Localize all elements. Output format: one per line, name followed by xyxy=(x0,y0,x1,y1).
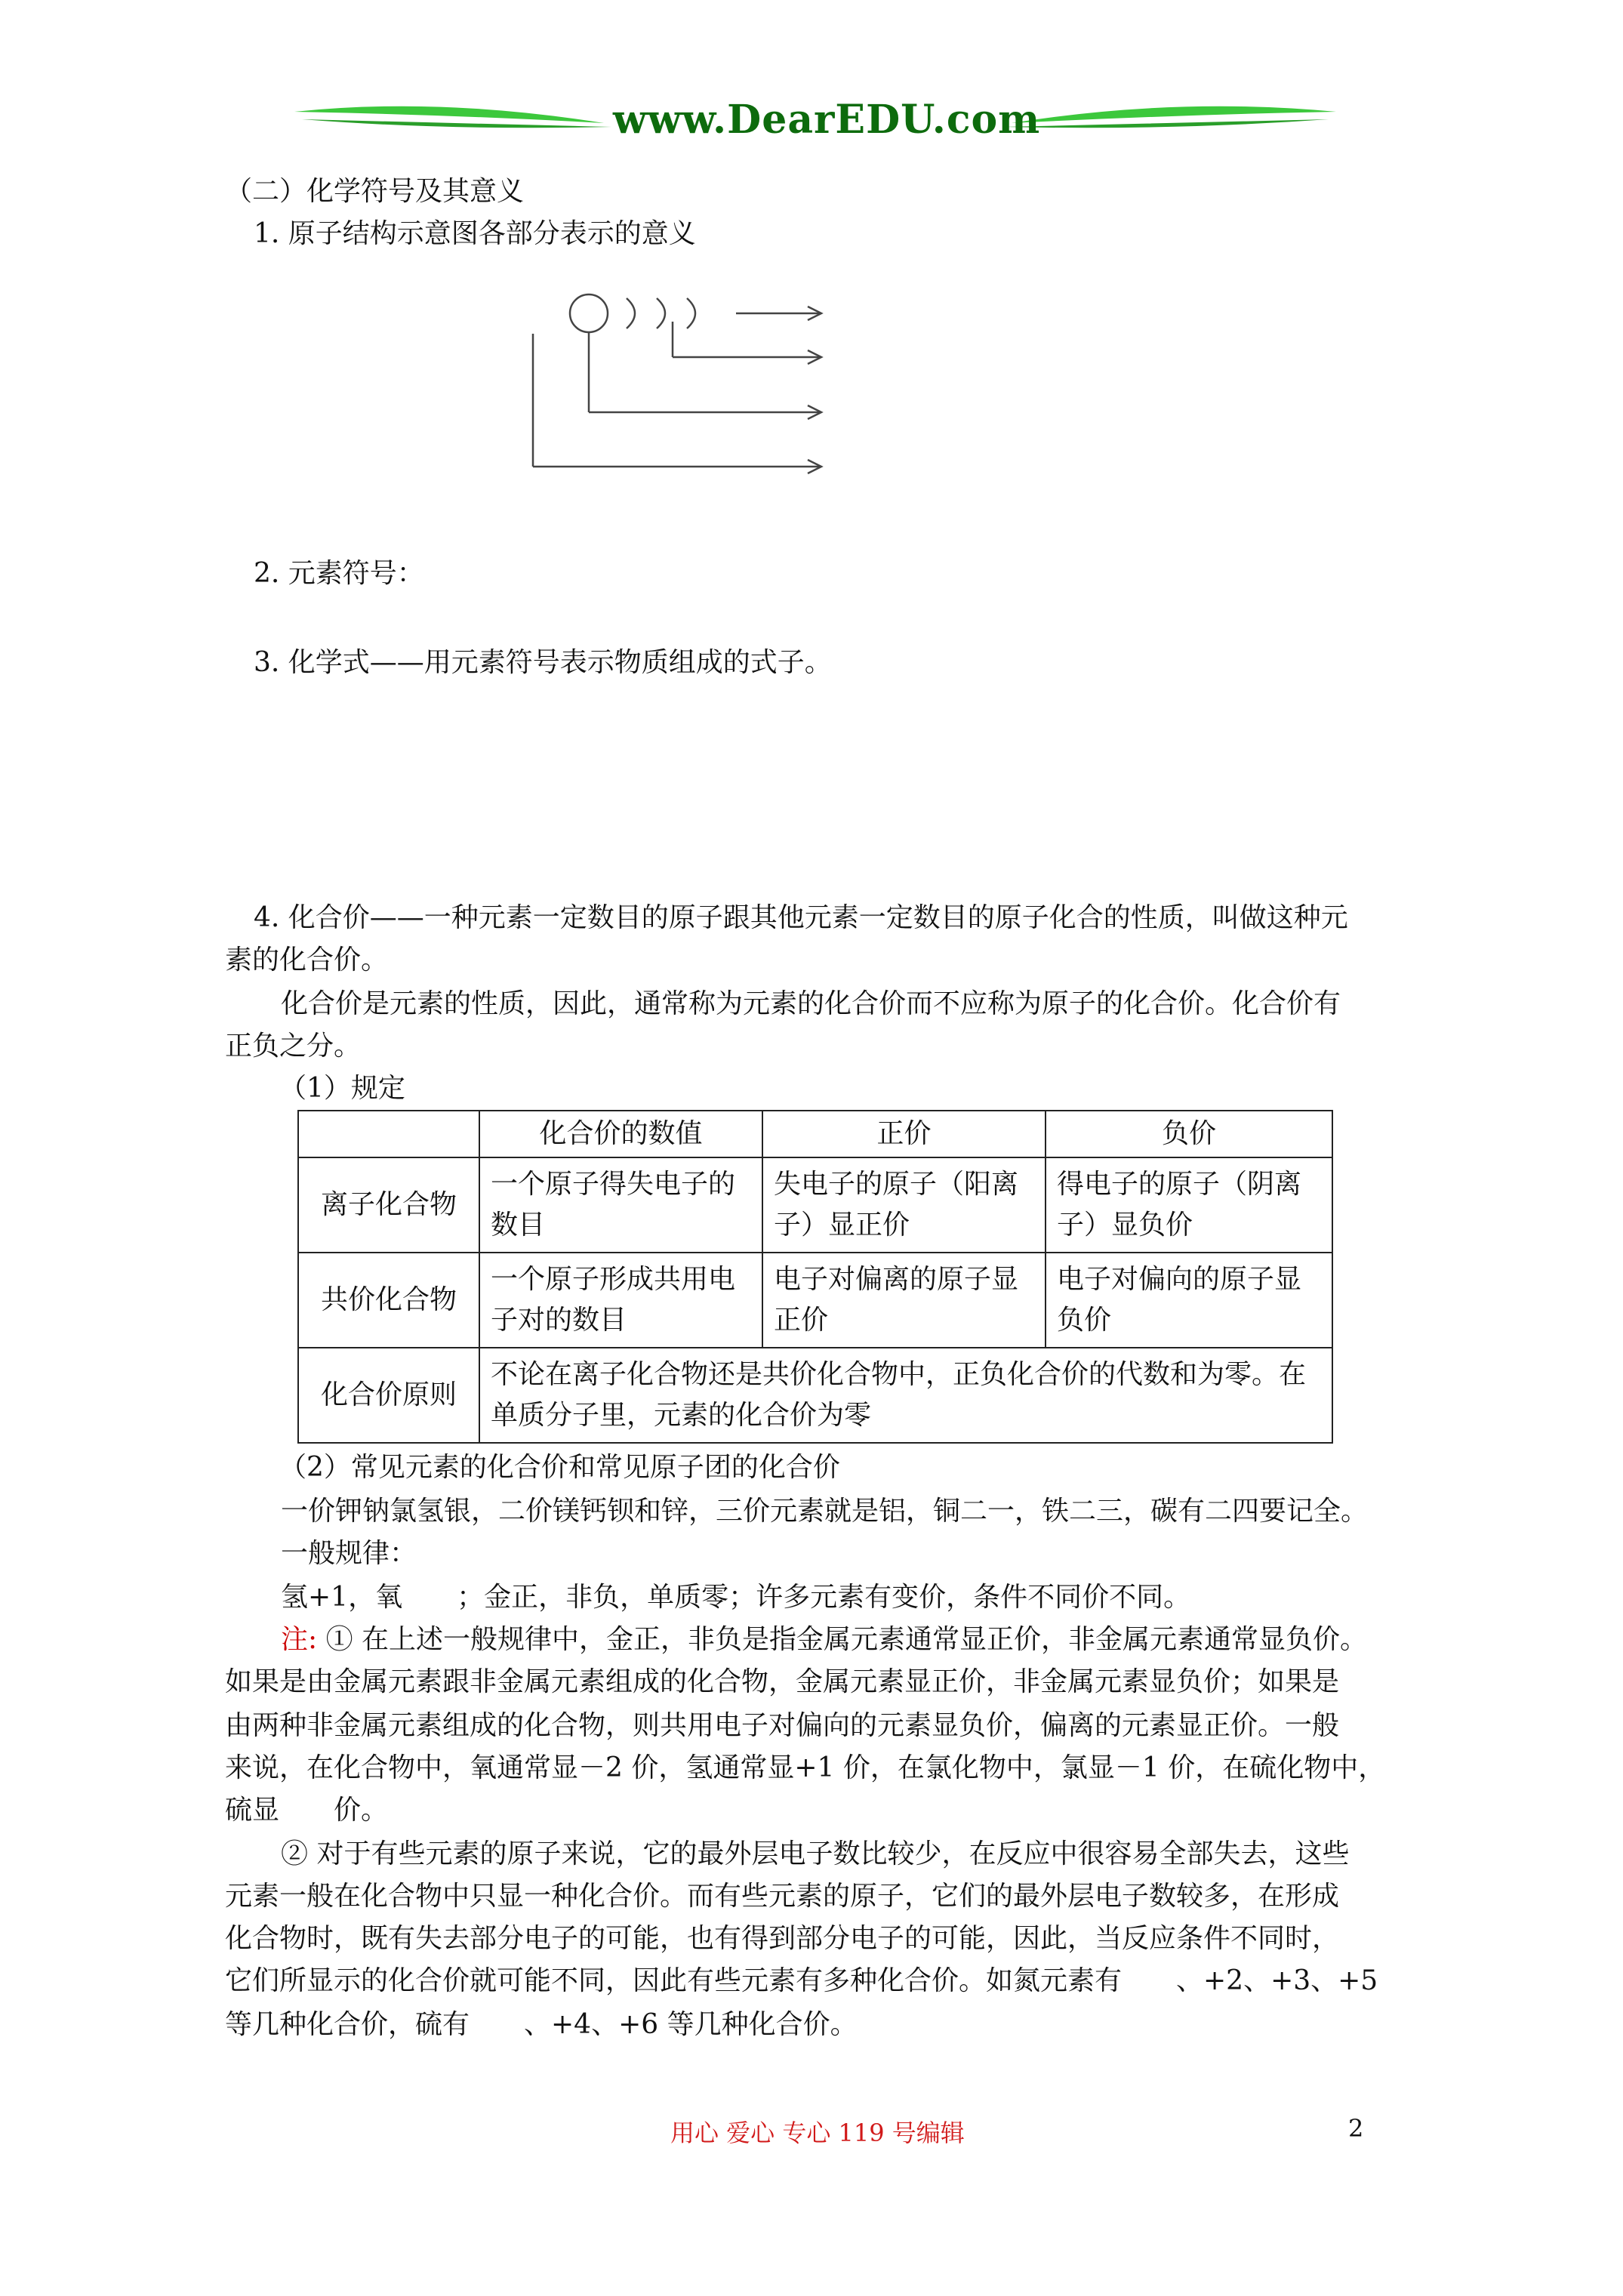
note-1-line-1: ① 在上述一般规律中，金正，非负是指金属元素通常显正价，非金属元素通常显负价。 xyxy=(325,1624,1368,1655)
valence-rules-table xyxy=(297,1110,1333,1444)
note-2-line-4: 它们所显示的化合价就可能不同，因此有些元素有多种化合价。如氮元素有 、+2、+3、+5 xyxy=(225,1965,1378,1996)
electron-shell-1 xyxy=(627,298,635,328)
table-header-row xyxy=(298,1111,1332,1157)
note-1-line-4: 来说，在化合物中，氧通常显－2 价，氢通常显+1 价，在氯化物中，氯显－1 价，在硫化物中， xyxy=(225,1752,1386,1783)
table-cell: 得电子的原子（阴离子）显负价 xyxy=(1046,1157,1332,1253)
general-rule-label: 一般规律： xyxy=(281,1538,417,1569)
section-title: （二）化学符号及其意义 xyxy=(225,176,525,207)
table-header-cell xyxy=(298,1111,479,1157)
table-header-cell: 正价 xyxy=(762,1111,1046,1157)
nucleus-circle xyxy=(570,294,608,332)
table-cell: 电子对偏离的原子显正价 xyxy=(762,1253,1046,1348)
paragraph-a-line-2: 正负之分。 xyxy=(225,1031,362,1062)
item-2: 2. 元素符号： xyxy=(254,558,424,589)
mnemonic: 一价钾钠氯氢银，二价镁钙钡和锌，三价元素就是铝，铜二一，铁二三，碳有二四要记全。 xyxy=(281,1496,1369,1527)
item-4-line-2: 素的化合价。 xyxy=(225,945,389,975)
subsection-2: （2）常见元素的化合价和常见原子团的化合价 xyxy=(279,1452,840,1483)
note-1-line-2: 如果是由金属元素跟非金属元素组成的化合物，金属元素显正价，非金属元素显负价；如果是 xyxy=(225,1666,1340,1697)
table-row xyxy=(298,1157,1332,1253)
table-row xyxy=(298,1253,1332,1348)
row-label: 共价化合物 xyxy=(298,1253,479,1348)
table-cell: 电子对偏向的原子显负价 xyxy=(1046,1253,1332,1348)
note-2-line-1: ② 对于有些元素的原子来说，它的最外层电子数比较少，在反应中很容易全部失去，这些 xyxy=(281,1838,1350,1869)
table-header-cell: 负价 xyxy=(1046,1111,1332,1157)
electron-shell-2 xyxy=(657,298,665,328)
row-label: 化合价原则 xyxy=(298,1348,479,1443)
item-1: 1. 原子结构示意图各部分表示的意义 xyxy=(254,218,696,249)
general-rule: 氢+1，氧 ；金正，非负，单质零；许多元素有变价，条件不同价不同。 xyxy=(281,1582,1191,1613)
note-2-line-2: 元素一般在化合物中只显一种化合价。而有些元素的原子，它们的最外层电子数较多，在形成 xyxy=(225,1881,1340,1912)
table-cell: 失电子的原子（阳离子）显正价 xyxy=(762,1157,1046,1253)
footer-text: 用心 爱心 专心 119 号编辑 xyxy=(670,2119,965,2147)
atom-structure-diagram xyxy=(521,285,838,489)
note-label: 注: xyxy=(281,1624,318,1655)
table-header-cell: 化合价的数值 xyxy=(479,1111,762,1157)
paragraph-a-line-1: 化合价是元素的性质，因此，通常称为元素的化合价而不应称为原子的化合价。化合价有 xyxy=(281,988,1341,1019)
item-4-line-1: 4. 化合价——一种元素一定数目的原子跟其他元素一定数目的原子化合的性质，叫做这种元 xyxy=(254,902,1348,933)
electron-shell-3 xyxy=(687,298,695,328)
table-cell: 一个原子得失电子的数目 xyxy=(479,1157,762,1253)
page-number: 2 xyxy=(1348,2114,1364,2143)
subsection-1: （1）规定 xyxy=(279,1073,405,1104)
note-2-line-5: 等几种化合价，硫有 、+4、+6 等几种化合价。 xyxy=(225,2009,858,2040)
note-2-line-3: 化合物时，既有失去部分电子的可能，也有得到部分电子的可能，因此，当反应条件不同时， xyxy=(225,1923,1340,1954)
table-row xyxy=(298,1348,1332,1443)
note-1-line-5: 硫显 价。 xyxy=(225,1795,389,1826)
principle-cell: 不论在离子化合物还是共价化合物中，正负化合价的代数和为零。在单质分子里，元素的化合价为零 xyxy=(479,1348,1332,1443)
row-label: 离子化合物 xyxy=(298,1157,479,1253)
table-cell: 一个原子形成共用电子对的数目 xyxy=(479,1253,762,1348)
note-1-line-3: 由两种非金属元素组成的化合物，则共用电子对偏向的元素显负价，偏离的元素显正价。一般 xyxy=(225,1710,1340,1741)
site-logo-text[interactable]: www.DearEDU.com xyxy=(613,97,1041,143)
item-3: 3. 化学式——用元素符号表示物质组成的式子。 xyxy=(254,647,832,678)
